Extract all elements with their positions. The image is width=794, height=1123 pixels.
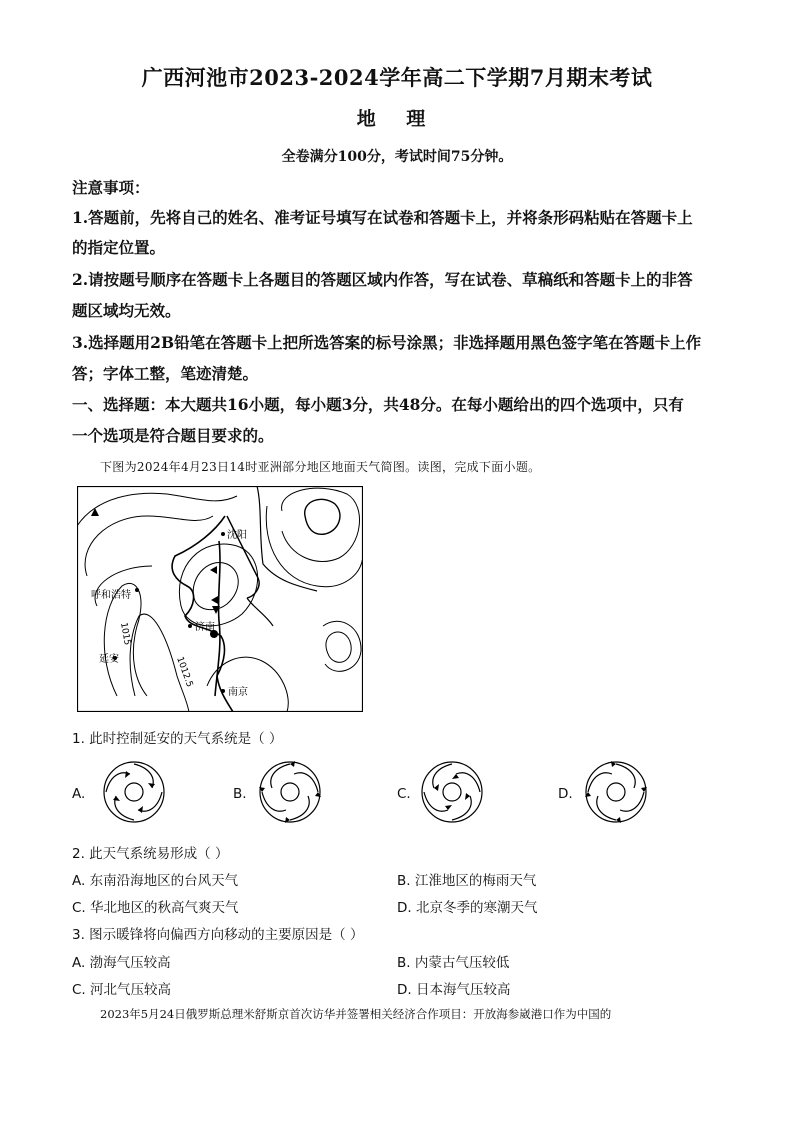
subject-title: 地 理: [356, 108, 438, 130]
city-dot-nanjing: [221, 689, 225, 693]
question-2-stem: 2. 此天气系统易形成（ ）: [72, 846, 229, 862]
material-2-intro: 2023年5月24日俄罗斯总理米舒斯京首次访华并签署相关经济合作项目：开放海参崴港口作为中国的: [100, 1007, 612, 1021]
q1-option-c-label: C.: [397, 786, 411, 802]
q2-option-a: A. 东南沿海地区的台风天气: [72, 873, 239, 889]
q3-option-c: C. 河北气压较高: [72, 982, 172, 998]
city-label-huhehaote: 呼和浩特: [91, 590, 131, 601]
notice-item-2-line-2: 题区域均无效。: [72, 301, 181, 320]
weather-map: [77, 486, 363, 712]
q1-option-b-label: B.: [233, 786, 247, 802]
q3-option-d: D. 日本海气压较高: [397, 982, 511, 998]
anticyclone-icon: [584, 760, 648, 824]
city-dot-huhehaote: [135, 588, 139, 592]
isobar-label-1012-5: 1012.5: [174, 655, 195, 689]
full-score-note: 全卷满分100分，考试时间75分钟。: [281, 149, 513, 165]
cyclone-icon: [102, 760, 166, 824]
question-3-stem: 3. 图示暖锋将向偏西方向移动的主要原因是（ ）: [72, 927, 364, 943]
q2-option-d: D. 北京冬季的寒潮天气: [397, 900, 538, 916]
q1-option-a-label: A.: [72, 786, 86, 802]
isobar-label-1015: 1015: [118, 621, 132, 647]
city-label-jinan: 济南: [195, 622, 215, 633]
question-1-stem: 1. 此时控制延安的天气系统是（ ）: [72, 731, 283, 747]
section-1-instructions-line-1: 一、选择题：本大题共16小题，每小题3分，共48分。在每小题给出的四个选项中，只有: [72, 395, 684, 414]
city-dot-shenyang: [221, 532, 225, 536]
material-intro: 下图为2024年4月23日14时亚洲部分地区地面天气简图。读图，完成下面小题。: [100, 460, 541, 474]
q3-option-b: B. 内蒙古气压较低: [397, 955, 510, 971]
cyclone-icon: [420, 760, 484, 824]
city-label-shenyang: 沈阳: [227, 530, 247, 541]
section-1-instructions-line-2: 一个选项是符合题目要求的。: [72, 426, 274, 445]
q2-option-c: C. 华北地区的秋高气爽天气: [72, 900, 239, 916]
city-label-yanan: 延安: [99, 654, 119, 665]
notice-item-1-line-1: 1.答题前，先将自己的姓名、准考证号填写在试卷和答题卡上，并将条形码粘贴在答题卡上: [72, 208, 693, 227]
notice-item-3-line-1: 3.选择题用2B铅笔在答题卡上把所选答案的标号涂黑；非选择题用黑色签字笔在答题卡上作: [72, 333, 702, 352]
city-dot-jinan: [188, 624, 192, 628]
anticyclone-icon: [258, 760, 322, 824]
q2-option-b: B. 江淮地区的梅雨天气: [397, 873, 537, 889]
notice-item-3-line-2: 答；字体工整，笔迹清楚。: [72, 364, 259, 383]
notice-item-1-line-2: 的指定位置。: [72, 238, 166, 257]
notice-heading: 注意事项：: [72, 178, 150, 197]
q3-option-a: A. 渤海气压较高: [72, 955, 171, 971]
city-label-nanjing: 南京: [228, 687, 248, 698]
q1-option-d-label: D.: [558, 786, 573, 802]
exam-title: 广西河池市2023-2024学年高二下学期7月期末考试: [141, 65, 653, 90]
notice-item-2-line-1: 2.请按题号顺序在答题卡上各题目的答题区域内作答，写在试卷、草稿纸和答题卡上的非答: [72, 270, 693, 289]
